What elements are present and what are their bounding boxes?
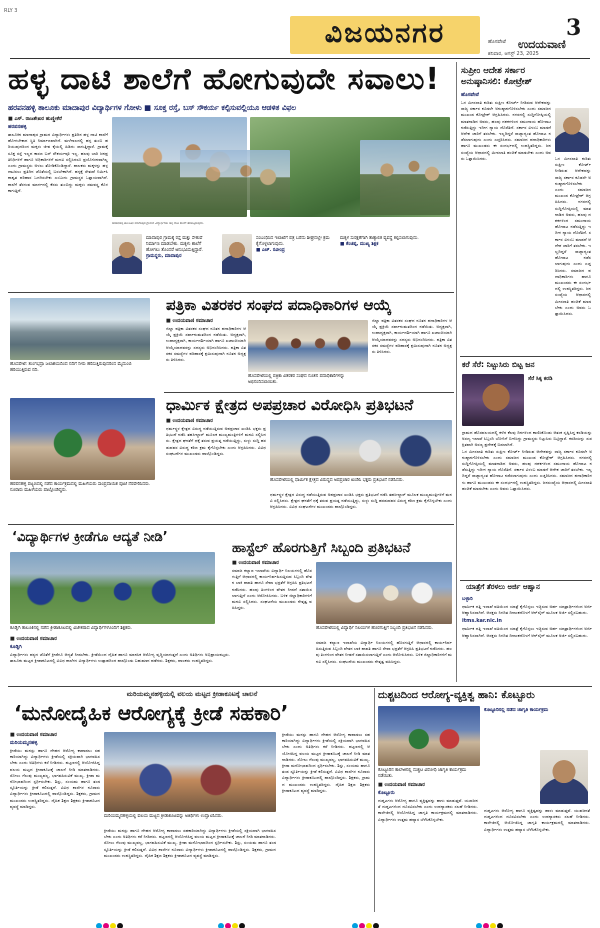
bottom-body-continued: ಕ್ರೀಡೆಯು ಮನಸ್ಸು ಹಾಗೂ ದೇಹದ ಆರೋಗ್ಯ ಕಾಪಾಡಲು ಸಹಕಾರಿಯಾಗಿದ್ದು ವಿದ್ಯಾರ್ಥಿಗಳು ಕ್ರೀಡೆಯಲ್ಲಿ ಸಕ್ರಿಯವಾಗಿ ಭಾಗವಹಿಸಬೇಕು ಎಂದು ಅತಿಥಿಗಳು ಕರೆ ನೀಡಿದರು. ಪಟ್ಟಣದಲ್ಲಿ ಆಯೋಜಿಸಿದ್ದ ವಲಯ ಮಟ್ಟದ ಕ್ರೀಡಾಕೂಟಕ್ಕೆ ಚಾಲನೆ ನೀಡಿ ಮಾತನಾಡಿದರು. ಸೋಲು ಗೆಲುವು ಮುಖ್ಯವಲ್ಲ, ಭಾಗವಹಿಸುವಿಕೆ ಮುಖ್ಯ. ಕ್ರೀಡಾ ಮನೋಭಾವದಿಂದ ಸ್ಪರ್ಧಿಸಬೇಕು. ಶಿಸ್ತು, ಸಂಯಮ ಹಾಗೂ ತಂಡ ಸ್ಫೂರ್ತಿಯನ್ನು ಕ್ರೀಡೆ ಕಲಿಸುತ್ತದೆ. ವಿವಿಧ ಶಾಲೆಗಳ ನೂರಾರು ವಿದ್ಯಾರ್ಥಿಗಳು ಕ್ರೀಡಾಕೂಟದಲ್ಲಿ ಪಾಲ್ಗೊಂಡಿದ್ದರು. ಶಿಕ್ಷಕರು, ಗ್ರಾಮದ ಮುಖಂಡರು ಉಪಸ್ಥಿತರಿದ್ದರು. ದೈಹಿಕ ಶಿಕ್ಷಣ ಶಿಕ್ಷಕರು ಕ್ರೀಡಾಕೂಟದ ವ್ಯವಸ್ಥೆ ಮಾಡಿದ್ದರು. (104, 828, 276, 858)
protest-body: ಧರ್ಮಸ್ಥಳ ಕ್ಷೇತ್ರದ ವಿರುದ್ಧ ನಡೆಯುತ್ತಿರುವ ಅಪಪ್ರಚಾರ ಖಂಡಿಸಿ ಭಕ್ತರು ಪ್ರತಿಭಟನೆ ನಡೆಸಿ ತಹಸೀಲ್ದಾರ್ ಮೂಲಕ ಮುಖ್ಯಮಂತ್ರಿಗಳಿಗೆ ಮನವಿ ಸಲ್ಲಿಸಿದರು. ಕ್ಷೇತ್ರದ ಘನತೆಗೆ ಧಕ್ಕೆ ತರುವ ಪ್ರಯತ್ನ ನಡೆಯುತ್ತಿದ್ದು, ಸುಳ್ಳು ಸುದ್ದಿ ಹರಡುವವರ ವಿರುದ್ಧ ಕಠಿಣ ಕ್ರಮ ಕೈಗೊಳ್ಳಬೇಕು ಎಂದು ಆಗ್ರಹಿಸಿದರು. ವಿವಿಧ ಸಂಘಟನೆಗಳ ಮುಖಂಡರು ಪಾಲ್ಗೊಂಡಿದ್ದರು. (166, 426, 266, 456)
magenta-dot (359, 923, 365, 928)
lead-text-tail (340, 230, 450, 290)
bottom-headline: ‘ಮನೋದೈಹಿಕ ಆರೋಗ್ಯಕ್ಕೆ ಕ್ರೀಡೆ ಸಹಕಾರಿ’ (14, 701, 289, 725)
protest-column-2 (270, 492, 452, 520)
lead-subhead: ಹರಪನಹಳ್ಳಿ ತಾಲೂಕು ಮಾದಾಪುರ ವಿದ್ಯಾರ್ಥಿಗಳ ಗೋಳು ■ ಸೂಕ್ತ ರಸ್ತೆ, ಬಸ್ ಸೌಕರ್ಯ ಕಲ್ಪಿಸುವಲ್ಲಿಯೂ ಆಡಳಿತ ವಿಫಲ (8, 103, 297, 112)
bottom-right-body: ದುಶ್ಚಟಗಳು ಆರೋಗ್ಯ ಹಾಗೂ ವ್ಯಕ್ತಿತ್ವವನ್ನು ಹಾಳು ಮಾಡುತ್ತವೆ. ಯುವಜನತೆ ದುಶ್ಚಟಗಳಿಂದ ದೂರವಿರಬೇಕು ಎಂದು ಉಪನ್ಯಾಸಕರು ಸಲಹೆ ನೀಡಿದರು. ಕಾಲೇಜಿನಲ್ಲಿ ಆಯೋಜಿಸಿದ್ದ ಜಾಗೃತಿ ಕಾರ್ಯಕ್ರಮದಲ್ಲಿ ಮಾತನಾಡಿದರು. ವಿದ್ಯಾರ್ಥಿಗಳು ಉತ್ತಮ ಹವ್ಯಾಸ ಬೆಳೆಸಿಕೊಳ್ಳಬೇಕು. (378, 798, 478, 822)
brand-prefix: ಹೊಸಪೇಟೆ (488, 39, 506, 45)
bottom-body: ಕ್ರೀಡೆಯು ಮನಸ್ಸು ಹಾಗೂ ದೇಹದ ಆರೋಗ್ಯ ಕಾಪಾಡಲು ಸಹಕಾರಿಯಾಗಿದ್ದು ವಿದ್ಯಾರ್ಥಿಗಳು ಕ್ರೀಡೆಯಲ್ಲಿ ಸಕ್ರಿಯವಾಗಿ ಭಾಗವಹಿಸಬೇಕು ಎಂದು ಅತಿಥಿಗಳು ಕರೆ ನೀಡಿದರು. ಪಟ್ಟಣದಲ್ಲಿ ಆಯೋಜಿಸಿದ್ದ ವಲಯ ಮಟ್ಟದ ಕ್ರೀಡಾಕೂಟಕ್ಕೆ ಚಾಲನೆ ನೀಡಿ ಮಾತನಾಡಿದರು. ಸೋಲು ಗೆಲುವು ಮುಖ್ಯವಲ್ಲ, ಭಾಗವಹಿಸುವಿಕೆ ಮುಖ್ಯ. ಕ್ರೀಡಾ ಮನೋಭಾವದಿಂದ ಸ್ಪರ್ಧಿಸಬೇಕು. ಶಿಸ್ತು, ಸಂಯಮ ಹಾಗೂ ತಂಡ ಸ್ಫೂರ್ತಿಯನ್ನು ಕ್ರೀಡೆ ಕಲಿಸುತ್ತದೆ. ವಿವಿಧ ಶಾಲೆಗಳ ನೂರಾರು ವಿದ್ಯಾರ್ಥಿಗಳು ಕ್ರೀಡಾಕೂಟದಲ್ಲಿ ಪಾಲ್ಗೊಂಡಿದ್ದರು. ಶಿಕ್ಷಕರು, ಗ್ರಾಮದ ಮುಖಂಡರು ಉಪಸ್ಥಿತರಿದ್ದರು. ದೈಹಿಕ ಶಿಕ್ಷಣ ಶಿಕ್ಷಕರು ಕ್ರೀಡಾಕೂಟದ ವ್ಯವಸ್ಥೆ ಮಾಡಿದ್ದರು. (10, 748, 100, 809)
cyan-dot (96, 923, 102, 928)
black-dot (373, 923, 379, 928)
sports-byline: ■ ಉದಯವಾಣಿ ಸಮಾಚಾರ (10, 636, 57, 642)
lead-text-column (8, 116, 108, 291)
right-top-column (461, 92, 551, 354)
distributors-headline: ಪತ್ರಿಕಾ ವಿತರಕರ ಸಂಘದ ಪದಾಧಿಕಾರಿಗಳ ಆಯ್ಕೆ (166, 296, 392, 314)
bottom-right-dateline: ಕೊಟ್ಟೂರು (378, 790, 395, 796)
lead-body: ತಾಲೂಕಿನ ಮಾದಾಪುರ ಗ್ರಾಮದ ವಿದ್ಯಾರ್ಥಿಗಳು ಪ್ರತಿದಿನ ಹಳ್ಳ ದಾಟಿ ಶಾಲೆಗೆ ಹೋಗಬೇಕಾದ ಸ್ಥಿತಿ ನಿರ್ಮಾಣವಾಗಿದೆ. ಮಳೆಗಾಲದಲ್ಲಿ ಹಳ್ಳ ತುಂಬಿ ಹರಿಯುವುದರಿಂದ ಮಕ್ಕಳು ಜೀವ ಕೈಯಲ್ಲಿ ಹಿಡಿದು ಸಾಗುತ್ತಿದ್ದಾರೆ. ಗ್ರಾಮಕ್ಕೆ ಸೂಕ್ತ ರಸ್ತೆ ಇಲ್ಲದ ಕಾರಣ ಬಸ್ ಸೌಕರ್ಯವೂ ಇಲ್ಲ. ಹಲವು ಬಾರಿ ಜನಪ್ರತಿನಿಧಿಗಳಿಗೆ ಹಾಗೂ ಅಧಿಕಾರಿಗಳಿಗೆ ಮನವಿ ಸಲ್ಲಿಸಿದರೂ ಪ್ರಯೋಜನವಾಗಿಲ್ಲ ಎಂದು ಗ್ರಾಮಸ್ಥರು ಅಳಲು ತೋಡಿಕೊಂಡಿದ್ದಾರೆ. ಪಾಲಕರು ಮಕ್ಕಳನ್ನು ಹಳ್ಳ ದಾಟಿಸಲು ಪ್ರತಿದಿನ ಜೊತೆಯಲ್ಲಿ ಬರಬೇಕಾಗಿದೆ. ಹಳ್ಳಕ್ಕೆ ಸೇತುವೆ ನಿರ್ಮಿಸಿ ಶಾಶ್ವತ ಪರಿಹಾರ ಒದಗಿಸಬೇಕು ಎಂಬುದು ಗ್ರಾಮಸ್ಥರ ಒತ್ತಾಯವಾಗಿದೆ. ಶಾಲೆಗೆ ತೆರಳುವ ಮಾರ್ಗದಲ್ಲಿ ಕೆಸರು ತುಂಬಿದ್ದು ಮಕ್ಕಳು ಸಮವಸ್ತ್ರ ಕೊಳಕಾಗುತ್ತಿದೆ. (8, 132, 108, 193)
women-photo (10, 398, 155, 480)
quote1-text: ಮಾದಾಪುರ ಗ್ರಾಮಕ್ಕೆ ರಸ್ತೆ ಮತ್ತು ಸೇತುವೆ ನಿರ್ಮಾಣ ಮಾಡಬೇಕು. ಮಕ್ಕಳು ಶಾಲೆಗೆ ಹೋಗಲು ತೊಂದರೆ ಅನುಭವಿಸುತ್ತಿದ್ದಾರೆ. (146, 236, 203, 253)
right-top-headline: ಸುಪ್ರೀಂ ಆದೇಶ ಸರ್ಕಾರ ಅನುಷ್ಠಾನಿಸಲಿ: ಕೋಟ್ರೇಶ್ (461, 66, 533, 87)
bottom-column-3 (282, 732, 370, 908)
page-number: 3 (566, 15, 582, 41)
right-top-body-continued: ಒಳ ಮೀಸಲಾತಿ ಕುರಿತು ಸುಪ್ರೀಂ ಕೋರ್ಟ್ ನೀಡಿರುವ ಆದೇಶವನ್ನು ರಾಜ್ಯ ಸರ್ಕಾರ ಕೂಡಲೇ ಅನುಷ್ಠಾನಗೊಳಿಸಬೇಕು ಎಂದು ಸಮಾಜದ ಮುಖಂಡ ಕೋಟ್ರೇಶ್ ಆಗ್ರಹಿಸಿದರು. ನಗರದಲ್ಲಿ ಸುದ್ದಿಗೋಷ್ಠಿಯಲ್ಲಿ ಮಾತನಾಡಿದ ಅವರು, ಹಲವು ದಶಕಗಳಿಂದ ಸಮುದಾಯ ಹೋರಾಟ ನಡೆಸುತ್ತಿದ್ದು ಇದೀಗ ನ್ಯಾಯ ದೊರೆತಿದೆ. ಸರ್ಕಾರ ವಿಳಂಬ ಮಾಡದೆ ಆದೇಶ ಜಾರಿಗೆ ತರಬೇಕು. ಇಲ್ಲದಿದ್ದರೆ ರಾಜ್ಯಾದ್ಯಂತ ಹೋರಾಟ ನಡೆಸಲಾಗುವುದು ಎಂದು ಎಚ್ಚರಿಸಿದರು. ಸಮಾಜದ ಪದಾಧಿಕಾರಿಗಳು ಹಾಗೂ ಮುಖಂಡರು ಈ ಸಂದರ್ಭದಲ್ಲಿ ಉಪಸ್ಥಿತರಿದ್ದರು. ಜನಸಂಖ್ಯೆಯ ಆಧಾರದಲ್ಲಿ ಮೀಸಲಾತಿ ಹಂಚಿಕೆ ಮಾಡಬೇಕು ಎಂದು ಅವರು ಒತ್ತಾಯಿಸಿದರು. (555, 156, 591, 317)
sidebar-column (462, 430, 592, 578)
sports-top-rule (8, 524, 454, 525)
sports-body: ವಿದ್ಯಾರ್ಥಿಗಳು ಪಠ್ಯದ ಜೊತೆಗೆ ಕ್ರೀಡೆಗೂ ಆದ್ಯತೆ ನೀಡಬೇಕು. ಕ್ರೀಡೆಯಿಂದ ದೈಹಿಕ ಹಾಗೂ ಮಾನಸಿಕ ಆರೋಗ್ಯ ವೃದ್ಧಿಯಾಗುತ್ತದೆ ಎಂದು ಅತಿಥಿಗಳು ಅಭಿಪ್ರಾಯಪಟ್ಟರು. ತಾಲೂಕು ಮಟ್ಟದ ಕ್ರೀಡಾಕೂಟದಲ್ಲಿ ವಿವಿಧ ಶಾಲೆಗಳ ವಿದ್ಯಾರ್ಥಿಗಳು ಉತ್ಸಾಹದಿಂದ ಪಾಲ್ಗೊಂಡು ಬಹುಮಾನ ಪಡೆದರು. ಶಿಕ್ಷಕರು, ಪಾಲಕರು ಉಪಸ್ಥಿತರಿದ್ದರು. (10, 652, 230, 664)
protest-photo (270, 420, 452, 476)
black-dot (497, 923, 503, 928)
bottom-column-2 (104, 828, 276, 908)
bear-photo (462, 374, 524, 426)
masthead-rule (10, 58, 590, 59)
section-banner (290, 16, 480, 54)
yellow-dot (110, 923, 116, 928)
sidebar-top-rule (460, 356, 592, 357)
bottom-body-continued-2: ಕ್ರೀಡೆಯು ಮನಸ್ಸು ಹಾಗೂ ದೇಹದ ಆರೋಗ್ಯ ಕಾಪಾಡಲು ಸಹಕಾರಿಯಾಗಿದ್ದು ವಿದ್ಯಾರ್ಥಿಗಳು ಕ್ರೀಡೆಯಲ್ಲಿ ಸಕ್ರಿಯವಾಗಿ ಭಾಗವಹಿಸಬೇಕು ಎಂದು ಅತಿಥಿಗಳು ಕರೆ ನೀಡಿದರು. ಪಟ್ಟಣದಲ್ಲಿ ಆಯೋಜಿಸಿದ್ದ ವಲಯ ಮಟ್ಟದ ಕ್ರೀಡಾಕೂಟಕ್ಕೆ ಚಾಲನೆ ನೀಡಿ ಮಾತನಾಡಿದರು. ಸೋಲು ಗೆಲುವು ಮುಖ್ಯವಲ್ಲ, ಭಾಗವಹಿಸುವಿಕೆ ಮುಖ್ಯ. ಕ್ರೀಡಾ ಮನೋಭಾವದಿಂದ ಸ್ಪರ್ಧಿಸಬೇಕು. ಶಿಸ್ತು, ಸಂಯಮ ಹಾಗೂ ತಂಡ ಸ್ಫೂರ್ತಿಯನ್ನು ಕ್ರೀಡೆ ಕಲಿಸುತ್ತದೆ. ವಿವಿಧ ಶಾಲೆಗಳ ನೂರಾರು ವಿದ್ಯಾರ್ಥಿಗಳು ಕ್ರೀಡಾಕೂಟದಲ್ಲಿ ಪಾಲ್ಗೊಂಡಿದ್ದರು. ಶಿಕ್ಷಕರು, ಗ್ರಾಮದ ಮುಖಂಡರು ಉಪಸ್ಥಿತರಿದ್ದರು. ದೈಹಿಕ ಶಿಕ್ಷಣ ಶಿಕ್ಷಕರು ಕ್ರೀಡಾಕೂಟದ ವ್ಯವಸ್ಥೆ ಮಾಡಿದ್ದರು. (282, 732, 370, 793)
quote3-name: ■ ಕೆಂಚಪ್ಪ, ಮುಖ್ಯ ಶಿಕ್ಷಕ (340, 242, 379, 247)
bottom-dateline: ಮರಿಯಮ್ಮನಹಳ್ಳಿ (10, 740, 38, 746)
quote1-block (146, 236, 216, 281)
yellow-dot (232, 923, 238, 928)
yellow-dot (366, 923, 372, 928)
registration-marks-center (218, 914, 246, 922)
quote2-portrait (222, 234, 252, 274)
bottom-right-pull: ಕೊಟ್ಟೂರಿನಲ್ಲಿ ನಡೆದ ಜಾಗೃತಿ ಕಾರ್ಯಕ್ರಮ (484, 708, 549, 713)
magenta-dot (483, 923, 489, 928)
lead-byline: ■ ಎಸ್. ರಾಜಶೇಖರ ಹುಣ್ಣೀಕೆರೆ (8, 116, 62, 122)
quote2-block (256, 236, 336, 281)
cyan-dot (476, 923, 482, 928)
quote3-text: ಮಕ್ಕಳ ಸುರಕ್ಷತೆಗಾಗಿ ತಾತ್ಕಾಲಿಕ ವ್ಯವಸ್ಥೆ ಕಲ್ಪಿಸಲಾಗುವುದು. (340, 236, 419, 241)
distributors-column (166, 318, 246, 388)
sports-headline: ‘ವಿದ್ಯಾರ್ಥಿಗಳ ಕ್ರೀಡೆಗೂ ಆದ್ಯತೆ ನೀಡಿ’ (12, 530, 168, 545)
sports-dateline: ಕೂಡ್ಲಿಗಿ (10, 644, 22, 650)
cyan-dot (218, 923, 224, 928)
bottom-right-photo (378, 706, 480, 766)
corner-code: RLY 3 (4, 8, 18, 14)
issue-date: ಶನಿವಾರ, ಆಗಸ್ಟ್ 23, 2025 (488, 51, 539, 57)
bottom-caption: ಮರಿಯಮ್ಮನಹಳ್ಳಿಯಲ್ಲಿ ವಲಯ ಮಟ್ಟದ ಕ್ರೀಡಾಕೂಟವನ್ನು ಅತಿಥಿಗಳು ಉದ್ಘಾಟಿಸಿದರು. (104, 814, 223, 819)
lead-dateline: ಹರಪನಹಳ್ಳಿ (8, 124, 27, 130)
hostel-byline: ■ ಉದಯವಾಣಿ ಸಮಾಚಾರ (232, 560, 279, 566)
lead-photo-4 (360, 140, 450, 215)
sports-photo (10, 552, 215, 624)
hostel-headline: ಹಾಸ್ಟೆಲ್ ಹೊರಗುತ್ತಿಗೆ ಸಿಬ್ಬಂದಿ ಪ್ರತಿಭಟನೆ (232, 540, 411, 556)
protest-headline: ಧಾರ್ಮಿಕ ಕ್ಷೇತ್ರದ ಅಪಪ್ರಚಾರ ವಿರೋಧಿಸಿ ಪ್ರತಿಭಟನೆ (166, 396, 414, 414)
bottom-column-1 (10, 732, 100, 908)
cyan-dot (352, 923, 358, 928)
registration-marks-left (96, 914, 124, 922)
protest-byline: ■ ಉದಯವಾಣಿ ಸಮಾಚಾರ (166, 418, 213, 424)
magenta-dot (225, 923, 231, 928)
hostel-caption: ಹೊಸಪೇಟೆಯಲ್ಲಿ ವಿದ್ಯಾರ್ಥಿ ನಿಲಯಗಳ ಹೊರಗುತ್ತಿಗೆ ಸಿಬ್ಬಂದಿ ಪ್ರತಿಭಟನೆ ನಡೆಸಿದರು. (316, 626, 434, 631)
sports-column (10, 636, 230, 682)
jobs-dateline: ಬಳ್ಳಾರಿ (462, 596, 473, 602)
registration-marks-right (352, 914, 380, 922)
bottom-right-column-2 (484, 808, 590, 908)
distributors-column-2 (372, 318, 452, 388)
lead-bottom-rule (8, 292, 454, 293)
sidebar-body-repeat: ಒಳ ಮೀಸಲಾತಿ ಕುರಿತು ಸುಪ್ರೀಂ ಕೋರ್ಟ್ ನೀಡಿರುವ ಆದೇಶವನ್ನು ರಾಜ್ಯ ಸರ್ಕಾರ ಕೂಡಲೇ ಅನುಷ್ಠಾನಗೊಳಿಸಬೇಕು ಎಂದು ಸಮಾಜದ ಮುಖಂಡ ಕೋಟ್ರೇಶ್ ಆಗ್ರಹಿಸಿದರು. ನಗರದಲ್ಲಿ ಸುದ್ದಿಗೋಷ್ಠಿಯಲ್ಲಿ ಮಾತನಾಡಿದ ಅವರು, ಹಲವು ದಶಕಗಳಿಂದ ಸಮುದಾಯ ಹೋರಾಟ ನಡೆಸುತ್ತಿದ್ದು ಇದೀಗ ನ್ಯಾಯ ದೊರೆತಿದೆ. ಸರ್ಕಾರ ವಿಳಂಬ ಮಾಡದೆ ಆದೇಶ ಜಾರಿಗೆ ತರಬೇಕು. ಇಲ್ಲದಿದ್ದರೆ ರಾಜ್ಯಾದ್ಯಂತ ಹೋರಾಟ ನಡೆಸಲಾಗುವುದು ಎಂದು ಎಚ್ಚರಿಸಿದರು. ಸಮಾಜದ ಪದಾಧಿಕಾರಿಗಳು ಹಾಗೂ ಮುಖಂಡರು ಈ ಸಂದರ್ಭದಲ್ಲಿ ಉಪಸ್ಥಿತರಿದ್ದರು. ಜನಸಂಖ್ಯೆಯ ಆಧಾರದಲ್ಲಿ ಮೀಸಲಾತಿ ಹಂಚಿಕೆ ಮಾಡಬೇಕು ಎಂದು ಅವರು ಒತ್ತಾಯಿಸಿದರು. (462, 448, 592, 491)
black-dot (239, 923, 245, 928)
bottom-right-caption: ಕೊಟ್ಟೂರಿನ ಕಾಲೇಜಿನಲ್ಲಿ ದುಶ್ಚಟ ವಿರೋಧಿ ಜಾಗೃತಿ ಕಾರ್ಯಕ್ರಮ ನಡೆಯಿತು. (378, 768, 467, 779)
river-photo (10, 298, 150, 360)
jobs-body-repeat: ಧಾರ್ಮಿಕ ದತ್ತಿ ಇಲಾಖೆ ವತಿಯಿಂದ ಯಾತ್ರೆ ಕೈಗೊಳ್ಳಲು ಇಚ್ಛಿಸುವ ಅರ್ಹ ಯಾತ್ರಾರ್ಥಿಗಳಿಂದ ಅರ್ಜಿ ಆಹ್ವಾನಿಸಲಾಗಿದೆ. ಆಸಕ್ತರು ನಿಗದಿತ ದಿನಾಂಕದೊಳಗೆ ಆನ್‌ಲೈನ್ ಮೂಲಕ ಅರ್ಜಿ ಸಲ್ಲಿಸಬಹುದು. (462, 626, 592, 638)
hostel-photo (316, 562, 452, 624)
quote2-text: ಸಂಬಂಧಿಸಿದ ಇಲಾಖೆಗೆ ಪತ್ರ ಬರೆದು ಶೀಘ್ರದಲ್ಲೇ ಕ್ರಮ ಕೈಗೊಳ್ಳಲಾಗುವುದು. (256, 236, 330, 247)
women-caption: ಹರಪನಹಳ್ಳಿ ಪಟ್ಟಣದಲ್ಲಿ ನಡೆದ ಕಾರ್ಯಕ್ರಮದಲ್ಲಿ ಮಹಿಳೆಯರು ಸಾಂಪ್ರದಾಯಿಕ ಪೂಜೆ ನೆರವೇರಿಸಿದರು. ನೂರಾರು ಮಹಿಳೆಯರು ಪಾಲ್ಗೊಂಡಿದ್ದರು. (10, 482, 151, 493)
sidebar-body: ಗ್ರಾಮದ ಹೊರವಲಯದಲ್ಲಿ ಕಳೆದ ಕೆಲವು ದಿನಗಳಿಂದ ಕಾಣಿಸಿಕೊಂಡು ಆತಂಕ ಸೃಷ್ಟಿಸಿದ್ದ ಕರಡಿಯನ್ನು ಅರಣ್ಯ ಇಲಾಖೆ ಸಿಬ್ಬಂದಿ ಬೋನಿಗೆ ಬೀಳಿಸಿದ್ದು ಗ್ರಾಮಸ್ಥರು ನಿಟ್ಟುಸಿರು ಬಿಟ್ಟಿದ್ದಾರೆ. ಕರಡಿಯನ್ನು ಸುರಕ್ಷಿತವಾಗಿ ಅರಣ್ಯ ಪ್ರದೇಶಕ್ಕೆ ಬಿಡಲಾಗಿದೆ. (462, 430, 592, 448)
bottom-photo (104, 732, 276, 812)
bottom-right-portrait (540, 750, 588, 804)
column-divider-right (456, 62, 457, 682)
bottom-column-divider (374, 688, 375, 912)
protest-top-rule (164, 392, 454, 393)
black-dot (117, 923, 123, 928)
bottom-right-byline: ■ ಉದಯವಾಣಿ ಸಮಾಚಾರ (378, 782, 425, 788)
distributors-byline: ■ ಉದಯವಾಣಿ ಸಮಾಚಾರ (166, 318, 213, 324)
magenta-dot (103, 923, 109, 928)
distributors-body: ಜಿಲ್ಲಾ ಪತ್ರಿಕಾ ವಿತರಕರ ಸಂಘದ ನೂತನ ಪದಾಧಿಕಾರಿಗಳ ಆಯ್ಕೆ ಪ್ರಕ್ರಿಯೆ ಸರ್ವಾನುಮತದಿಂದ ನಡೆಯಿತು. ಅಧ್ಯಕ್ಷರಾಗಿ, ಉಪಾಧ್ಯಕ್ಷರಾಗಿ, ಕಾರ್ಯದರ್ಶಿಯಾಗಿ ಹಾಗೂ ಖಜಾಂಚಿಯಾಗಿ ಆಯ್ಕೆಯಾದವರನ್ನು ಸದಸ್ಯರು ಅಭಿನಂದಿಸಿದರು. ಪತ್ರಿಕಾ ವಿತರಕರ ಸಮಸ್ಯೆಗಳ ಪರಿಹಾರಕ್ಕೆ ಶ್ರಮಿಸುವುದಾಗಿ ನೂತನ ಅಧ್ಯಕ್ಷರು ತಿಳಿಸಿದರು. (166, 326, 246, 363)
river-caption: ಹೊಸಪೇಟೆ: ತುಂಗಭದ್ರಾ ಜಲಾಶಯದಿಂದ ನದಿಗೆ ನೀರು ಹರಿಸುತ್ತಿರುವುದರಿಂದ ಮೈದುಂಬಿ ಹರಿಯುತ್ತಿರುವ ನದಿ. (10, 362, 132, 373)
jobs-url: itms.kar.nic.in (462, 618, 502, 625)
sidebar-caption: ಸೆರೆ ಸಿಕ್ಕ ಕರಡಿ (528, 376, 553, 382)
lead-photo-caption: ಹರಪನಹಳ್ಳಿ ತಾಲೂಕಿನ ಮಾದಾಪುರ ಗ್ರಾಮದ ವಿದ್ಯಾರ್ಥಿಗಳು ಹಳ್ಳ ದಾಟಿ ಶಾಲೆಗೆ ತೆರಳುತ್ತಿರುವುದು. (112, 221, 204, 225)
sidebar-headline: ಕರೆ ಸೆರೆ: ನಿಟ್ಟುಸಿರು ಬಿಟ್ಟ ಜನ (462, 360, 535, 369)
bottom-right-headline: ದುಶ್ಚಟದಿಂದ ಆರೋಗ್ಯ-ವ್ಯಕ್ತಿತ್ವ ಹಾನಿ: ಕೊಟ್ಟೂರು (378, 690, 535, 701)
lead-photo-3 (180, 150, 290, 210)
protest-column (166, 418, 266, 514)
sports-caption: ಕೂಡ್ಲಿಗಿ ತಾಲೂಕಿನಲ್ಲಿ ನಡೆದ ಕ್ರೀಡಾಕೂಟದಲ್ಲಿ ವಿಜೇತರಾದ ವಿದ್ಯಾರ್ಥಿಗಳೊಂದಿಗೆ ಶಿಕ್ಷಕರು. (10, 626, 133, 631)
distributors-photo (248, 320, 368, 372)
brand-name: ಉದಯವಾಣಿ (518, 38, 566, 51)
bottom-kicker: ಮರಿಯಮ್ಮನಹಳ್ಳಿಯಲ್ಲಿ ವಲಯ ಮಟ್ಟದ ಕ್ರೀಡಾಕೂಟಕ್ಕೆ ಚಾಲನೆ (126, 690, 258, 698)
bottom-right-column (378, 782, 478, 908)
lead-headline: ಹಳ್ಳ ದಾಟಿ ಶಾಲೆಗೆ ಹೋಗುವುದೇ ಸವಾಲು! (8, 62, 441, 97)
protest-body-continued: ಧರ್ಮಸ್ಥಳ ಕ್ಷೇತ್ರದ ವಿರುದ್ಧ ನಡೆಯುತ್ತಿರುವ ಅಪಪ್ರಚಾರ ಖಂಡಿಸಿ ಭಕ್ತರು ಪ್ರತಿಭಟನೆ ನಡೆಸಿ ತಹಸೀಲ್ದಾರ್ ಮೂಲಕ ಮುಖ್ಯಮಂತ್ರಿಗಳಿಗೆ ಮನವಿ ಸಲ್ಲಿಸಿದರು. ಕ್ಷೇತ್ರದ ಘನತೆಗೆ ಧಕ್ಕೆ ತರುವ ಪ್ರಯತ್ನ ನಡೆಯುತ್ತಿದ್ದು, ಸುಳ್ಳು ಸುದ್ದಿ ಹರಡುವವರ ವಿರುದ್ಧ ಕಠಿಣ ಕ್ರಮ ಕೈಗೊಳ್ಳಬೇಕು ಎಂದು ಆಗ್ರಹಿಸಿದರು. ವಿವಿಧ ಸಂಘಟನೆಗಳ ಮುಖಂಡರು ಪಾಲ್ಗೊಂಡಿದ್ದರು. (270, 492, 452, 510)
distributors-body-continued: ಜಿಲ್ಲಾ ಪತ್ರಿಕಾ ವಿತರಕರ ಸಂಘದ ನೂತನ ಪದಾಧಿಕಾರಿಗಳ ಆಯ್ಕೆ ಪ್ರಕ್ರಿಯೆ ಸರ್ವಾನುಮತದಿಂದ ನಡೆಯಿತು. ಅಧ್ಯಕ್ಷರಾಗಿ, ಉಪಾಧ್ಯಕ್ಷರಾಗಿ, ಕಾರ್ಯದರ್ಶಿಯಾಗಿ ಹಾಗೂ ಖಜಾಂಚಿಯಾಗಿ ಆಯ್ಕೆಯಾದವರನ್ನು ಸದಸ್ಯರು ಅಭಿನಂದಿಸಿದರು. ಪತ್ರಿಕಾ ವಿತರಕರ ಸಮಸ್ಯೆಗಳ ಪರಿಹಾರಕ್ಕೆ ಶ್ರಮಿಸುವುದಾಗಿ ನೂತನ ಅಧ್ಯಕ್ಷರು ತಿಳಿಸಿದರು. (372, 318, 452, 355)
bottom-section-rule (8, 686, 592, 687)
bottom-right-body-continued: ದುಶ್ಚಟಗಳು ಆರೋಗ್ಯ ಹಾಗೂ ವ್ಯಕ್ತಿತ್ವವನ್ನು ಹಾಳು ಮಾಡುತ್ತವೆ. ಯುವಜನತೆ ದುಶ್ಚಟಗಳಿಂದ ದೂರವಿರಬೇಕು ಎಂದು ಉಪನ್ಯಾಸಕರು ಸಲಹೆ ನೀಡಿದರು. ಕಾಲೇಜಿನಲ್ಲಿ ಆಯೋಜಿಸಿದ್ದ ಜಾಗೃತಿ ಕಾರ್ಯಕ್ರಮದಲ್ಲಿ ಮಾತನಾಡಿದರು. ವಿದ್ಯಾರ್ಥಿಗಳು ಉತ್ತಮ ಹವ್ಯಾಸ ಬೆಳೆಸಿಕೊಳ್ಳಬೇಕು. (484, 808, 590, 832)
right-top-dateline: ಹೊಸಪೇಟೆ (461, 92, 479, 98)
registration-marks-far-right (476, 914, 504, 922)
protest-caption: ಹೊಸಪೇಟೆಯಲ್ಲಿ ಧಾರ್ಮಿಕ ಕ್ಷೇತ್ರದ ವಿರುದ್ಧದ ಅಪಪ್ರಚಾರ ಖಂಡಿಸಿ ಭಕ್ತರು ಪ್ರತಿಭಟನೆ ನಡೆಸಿದರು. (270, 478, 404, 483)
jobs-body: ಧಾರ್ಮಿಕ ದತ್ತಿ ಇಲಾಖೆ ವತಿಯಿಂದ ಯಾತ್ರೆ ಕೈಗೊಳ್ಳಲು ಇಚ್ಛಿಸುವ ಅರ್ಹ ಯಾತ್ರಾರ್ಥಿಗಳಿಂದ ಅರ್ಜಿ ಆಹ್ವಾನಿಸಲಾಗಿದೆ. ಆಸಕ್ತರು ನಿಗದಿತ ದಿನಾಂಕದೊಳಗೆ ಆನ್‌ಲೈನ್ ಮೂಲಕ ಅರ್ಜಿ ಸಲ್ಲಿಸಬಹುದು. (462, 604, 592, 616)
quote1-name: ಗ್ರಾಮಸ್ಥರು, ಮಾದಾಪುರ (146, 254, 182, 259)
right-top-body: ಒಳ ಮೀಸಲಾತಿ ಕುರಿತು ಸುಪ್ರೀಂ ಕೋರ್ಟ್ ನೀಡಿರುವ ಆದೇಶವನ್ನು ರಾಜ್ಯ ಸರ್ಕಾರ ಕೂಡಲೇ ಅನುಷ್ಠಾನಗೊಳಿಸಬೇಕು ಎಂದು ಸಮಾಜದ ಮುಖಂಡ ಕೋಟ್ರೇಶ್ ಆಗ್ರಹಿಸಿದರು. ನಗರದಲ್ಲಿ ಸುದ್ದಿಗೋಷ್ಠಿಯಲ್ಲಿ ಮಾತನಾಡಿದ ಅವರು, ಹಲವು ದಶಕಗಳಿಂದ ಸಮುದಾಯ ಹೋರಾಟ ನಡೆಸುತ್ತಿದ್ದು ಇದೀಗ ನ್ಯಾಯ ದೊರೆತಿದೆ. ಸರ್ಕಾರ ವಿಳಂಬ ಮಾಡದೆ ಆದೇಶ ಜಾರಿಗೆ ತರಬೇಕು. ಇಲ್ಲದಿದ್ದರೆ ರಾಜ್ಯಾದ್ಯಂತ ಹೋರಾಟ ನಡೆಸಲಾಗುವುದು ಎಂದು ಎಚ್ಚರಿಸಿದರು. ಸಮಾಜದ ಪದಾಧಿಕಾರಿಗಳು ಹಾಗೂ ಮುಖಂಡರು ಈ ಸಂದರ್ಭದಲ್ಲಿ ಉಪಸ್ಥಿತರಿದ್ದರು. ಜನಸಂಖ್ಯೆಯ ಆಧಾರದಲ್ಲಿ ಮೀಸಲಾತಿ ಹಂಚಿಕೆ ಮಾಡಬೇಕು ಎಂದು ಅವರು ಒತ್ತಾಯಿಸಿದರು. (461, 100, 551, 161)
right-top-column-2 (555, 156, 591, 354)
right-top-portrait (555, 108, 589, 152)
hostel-body-continued: ಸಮಾಜ ಕಲ್ಯಾಣ ಇಲಾಖೆಯ ವಿದ್ಯಾರ್ಥಿ ನಿಲಯಗಳಲ್ಲಿ ಹೊರಗುತ್ತಿಗೆ ಆಧಾರದಲ್ಲಿ ಕಾರ್ಯನಿರ್ವಹಿಸುತ್ತಿರುವ ಸಿಬ್ಬಂದಿ ವೇತನ ಬಾಕಿ ಪಾವತಿ ಹಾಗೂ ಸೇವಾ ಭದ್ರತೆಗೆ ಆಗ್ರಹಿಸಿ ಪ್ರತಿಭಟನೆ ನಡೆಸಿದರು. ಹಲವು ತಿಂಗಳಿಂದ ವೇತನ ನೀಡದೆ ಸತಾಯಿಸಲಾಗುತ್ತಿದೆ ಎಂದು ಆರೋಪಿಸಿದರು. ಬಳಿಕ ಜಿಲ್ಲಾಧಿಕಾರಿಗಳಿಗೆ ಮನವಿ ಸಲ್ಲಿಸಿದರು. ಸಂಘಟನೆಯ ಮುಖಂಡರು ನೇತೃತ್ವ ವಹಿಸಿದ್ದರು. (316, 640, 452, 664)
distributors-caption: ಹೊಸಪೇಟೆಯಲ್ಲಿ ಪತ್ರಿಕಾ ವಿತರಕರ ಸಂಘದ ನೂತನ ಪದಾಧಿಕಾರಿಗಳನ್ನು ಅಭಿನಂದಿಸಲಾಯಿತು. (248, 374, 345, 385)
bottom-byline: ■ ಉದಯವಾಣಿ ಸಮಾಚಾರ (10, 732, 57, 738)
section-title: ವಿಜಯನಗರ (324, 18, 446, 49)
hostel-column (232, 560, 312, 680)
yellow-dot (490, 923, 496, 928)
masthead (0, 0, 600, 60)
hostel-body: ಸಮಾಜ ಕಲ್ಯಾಣ ಇಲಾಖೆಯ ವಿದ್ಯಾರ್ಥಿ ನಿಲಯಗಳಲ್ಲಿ ಹೊರಗುತ್ತಿಗೆ ಆಧಾರದಲ್ಲಿ ಕಾರ್ಯನಿರ್ವಹಿಸುತ್ತಿರುವ ಸಿಬ್ಬಂದಿ ವೇತನ ಬಾಕಿ ಪಾವತಿ ಹಾಗೂ ಸೇವಾ ಭದ್ರತೆಗೆ ಆಗ್ರಹಿಸಿ ಪ್ರತಿಭಟನೆ ನಡೆಸಿದರು. ಹಲವು ತಿಂಗಳಿಂದ ವೇತನ ನೀಡದೆ ಸತಾಯಿಸಲಾಗುತ್ತಿದೆ ಎಂದು ಆರೋಪಿಸಿದರು. ಬಳಿಕ ಜಿಲ್ಲಾಧಿಕಾರಿಗಳಿಗೆ ಮನವಿ ಸಲ್ಲಿಸಿದರು. ಸಂಘಟನೆಯ ಮುಖಂಡರು ನೇತೃತ್ವ ವಹಿಸಿದ್ದರು. (232, 568, 312, 611)
jobs-column (462, 596, 592, 682)
jobs-headline: ಯಾತ್ರೆಗೆ ತೆರಳಲು ಅರ್ಜಿ ಆಹ್ವಾನ (466, 583, 540, 591)
quote1-portrait (112, 234, 142, 274)
jobs-top-rule (460, 580, 592, 581)
quote2-name: ■ ಎಚ್. ರವೀಂದ್ರ (256, 248, 285, 253)
hostel-column-2 (316, 640, 452, 682)
